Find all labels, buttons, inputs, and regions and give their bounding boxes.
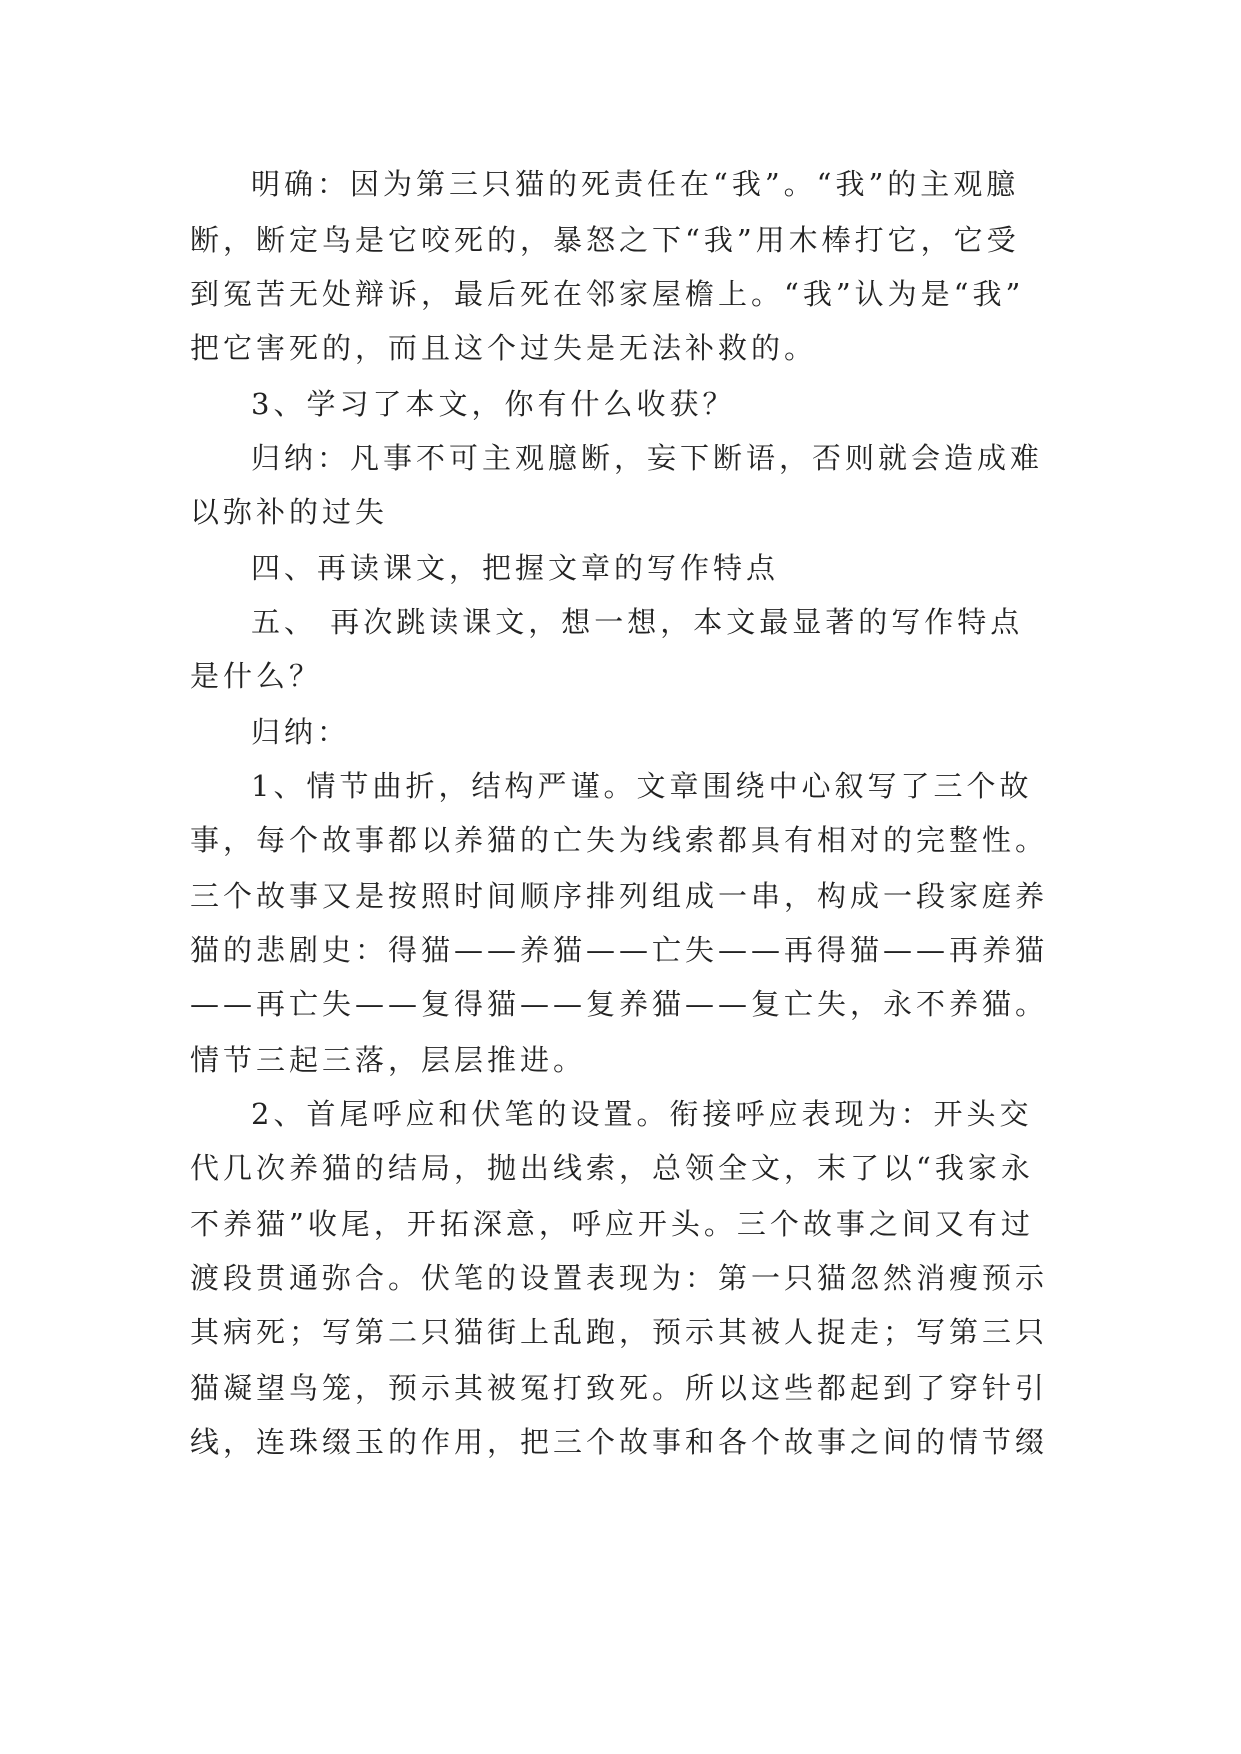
section-heading: 五、 再次跳读课文，想一想，本文最显著的写作特点 (251, 605, 1024, 639)
text-line: 1、情节曲折，结构严谨。文章围绕中心叙写了三个故 (251, 769, 1033, 803)
text-line: 事，每个故事都以养猫的亡失为线索都具有相对的完整性。 (190, 823, 1049, 857)
text-line: 以弥补的过失 (190, 495, 389, 529)
text-line: 线，连珠缀玉的作用，把三个故事和各个故事之间的情节缀 (190, 1425, 1049, 1459)
text-line: 代几次养猫的结局，抛出线索，总领全文，末了以“我家永 (190, 1151, 1034, 1185)
text-line: 明确：因为第三只猫的死责任在“我”。“我”的主观臆 (251, 167, 1020, 201)
text-line: 2、首尾呼应和伏笔的设置。衔接呼应表现为：开头交 (251, 1097, 1033, 1131)
text-line: 三个故事又是按照时间顺序排列组成一串，构成一段家庭养 (190, 879, 1049, 913)
text-line: 猫的悲剧史：得猫——养猫——亡失——再得猫——再养猫 (190, 933, 1049, 967)
text-line: ——再亡失——复得猫——复养猫——复亡失，永不养猫。 (190, 987, 1049, 1021)
text-line: 是什么？ (190, 659, 323, 693)
text-line: 情节三起三落，层层推进。 (190, 1043, 587, 1077)
text-line: 把它害死的，而且这个过失是无法补救的。 (190, 331, 818, 365)
question-line: 3、学习了本文，你有什么收获？ (251, 387, 736, 421)
text-line: 归纳： (251, 715, 351, 749)
text-line: 断，断定鸟是它咬死的，暴怒之下“我”用木棒打它，它受 (190, 223, 1020, 257)
text-line: 猫凝望鸟笼，预示其被冤打致死。所以这些都起到了穿针引 (190, 1371, 1049, 1405)
text-line: 其病死；写第二只猫街上乱跑，预示其被人捉走；写第三只 (190, 1315, 1049, 1349)
text-line: 归纳：凡事不可主观臆断，妄下断语，否则就会造成难 (251, 441, 1044, 475)
text-line: 渡段贯通弥合。伏笔的设置表现为：第一只猫忽然消瘦预示 (190, 1261, 1049, 1295)
text-line: 不养猫”收尾，开拓深意，呼应开头。三个故事之间又有过 (190, 1207, 1034, 1241)
text-line: 到冤苦无处辩诉，最后死在邻家屋檐上。“我”认为是“我” (190, 277, 1025, 311)
section-heading: 四、再读课文，把握文章的写作特点 (251, 551, 780, 585)
